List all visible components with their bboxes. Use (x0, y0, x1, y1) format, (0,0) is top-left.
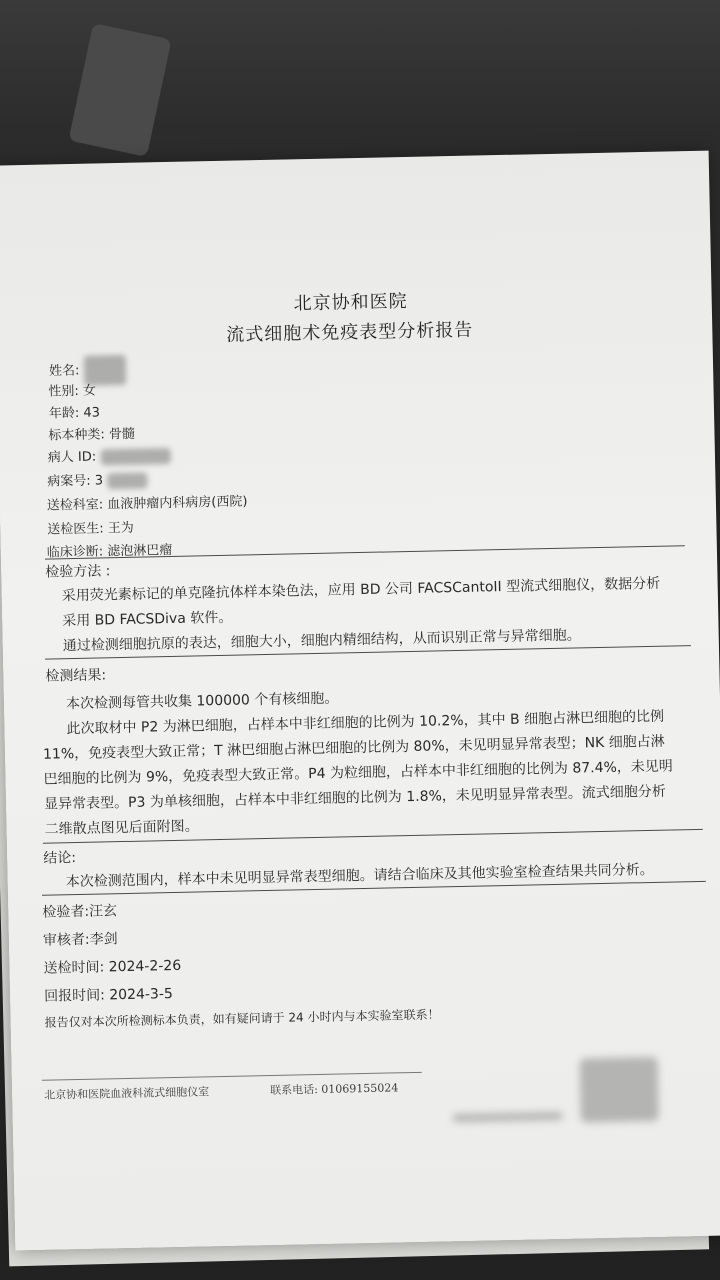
results-line: 显异常表型。P3 为单核细胞，占样本中非红细胞的比例为 1.8%，未见明显异常表型。流式细胞分析 (43, 783, 666, 813)
clinical-diagnosis: 临床诊断: 滤泡淋巴瘤 (46, 542, 173, 561)
stamp-smudge (580, 1057, 659, 1123)
redaction-blur (100, 447, 170, 464)
report-time: 回报时间: 2024-3-5 (43, 986, 173, 1005)
patient-name: 姓名: (49, 355, 126, 387)
disclaimer: 报告仅对本次所检测标本负责，如有疑问请于 24 小时内与本实验室联系！ (44, 1007, 440, 1030)
method-line: 采用 BD FACSDiva 软件。 (62, 609, 233, 630)
footer-lab: 北京协和医院血液科流式细胞仪室 (44, 1085, 210, 1102)
results-line: 二维散点图见后面附图。 (44, 818, 199, 838)
patient-id: 病人 ID: (48, 444, 171, 466)
doctor: 送检医生: 王为 (47, 520, 135, 538)
results-line: 11%，免疫表型大致正常；T 淋巴细胞占淋巴细胞的比例为 80%，未见明显异常表型；NK 细胞占淋 (42, 733, 665, 763)
method-heading: 检验方法 : (45, 563, 111, 581)
patient-gender: 性别: 女 (48, 383, 97, 400)
report-title: 流式细胞术免疫表型分析报告 (226, 319, 474, 346)
method-line: 通过检测细胞抗原的表达，细胞大小，细胞内精细结构，从而识别正常与异常细胞。 (62, 627, 581, 655)
redaction-blur (107, 472, 147, 489)
department: 送检科室: 血液肿瘤内科病房(西院) (46, 494, 248, 514)
conclusion-heading: 结论: (43, 850, 77, 867)
results-line: 此次取材中 P2 为淋巴细胞，占样本中非红细胞的比例为 10.2%，其中 B 细胞占淋巴细胞的比例 (66, 708, 665, 738)
method-line: 采用荧光素标记的单克隆抗体样本染色法，应用 BD 公司 FACSCantoII 型流式细胞仪，数据分析 (61, 575, 661, 605)
results-heading: 检测结果: (45, 667, 107, 685)
submit-time: 送检时间: 2024-2-26 (43, 957, 182, 977)
conclusion-text: 本次检测范围内，样本中未见明显异常表型细胞。请结合临床及其他实验室检查结果共同分析。 (65, 861, 654, 891)
stamp-smudge (453, 1112, 563, 1122)
results-line: 本次检测每管共收集 100000 个有核细胞。 (65, 690, 339, 713)
footer-phone: 联系电话: 01069155024 (270, 1081, 399, 1098)
reviewer: 审核者:李剑 (42, 931, 118, 949)
examiner: 检验者:汪玄 (42, 903, 118, 921)
results-line: 巴细胞的比例为 9%，免疫表型大致正常。P4 为粒细胞，占样本中非红细胞的比例为 87.4%，未见明 (43, 758, 674, 788)
case-number: 病案号: 3 (47, 468, 147, 490)
hospital-name: 北京协和医院 (293, 290, 408, 315)
report-paper (0, 151, 720, 1251)
specimen-type: 标本种类: 骨髓 (48, 426, 136, 444)
patient-age: 年龄: 43 (48, 405, 101, 422)
